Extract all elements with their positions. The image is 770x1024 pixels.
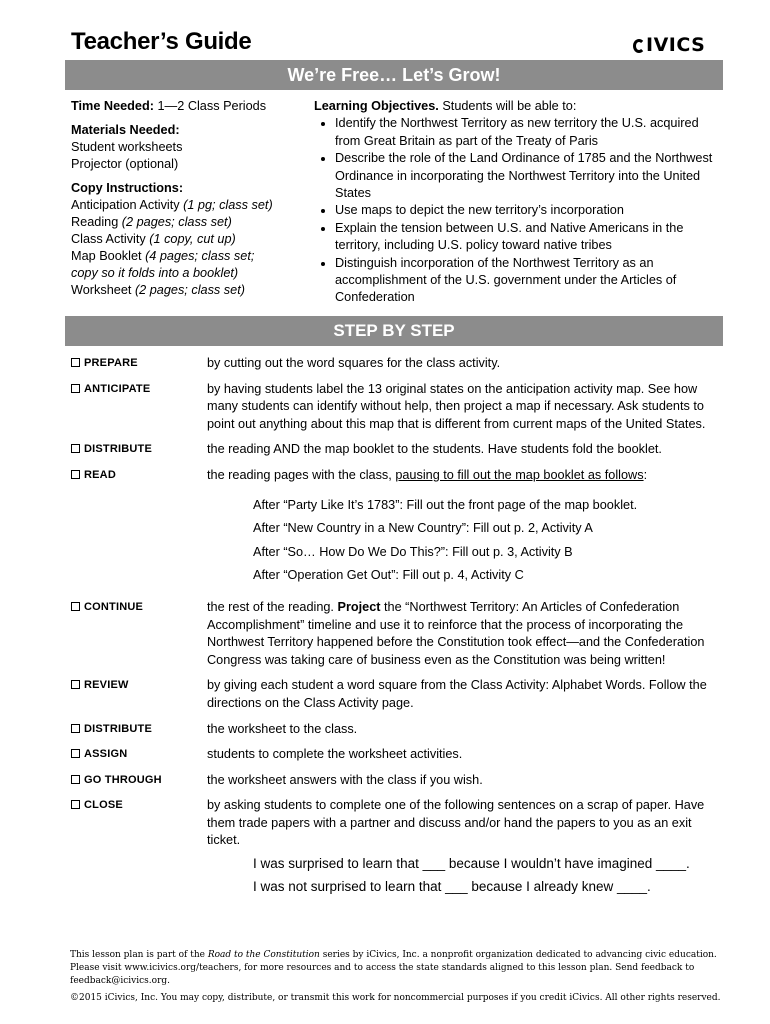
footer <box>70 949 730 1005</box>
logo-text: IVICS <box>646 34 706 56</box>
checkbox-icon <box>71 470 80 479</box>
steps-list <box>71 355 731 908</box>
checkbox-icon <box>71 775 80 784</box>
materials-item: Student worksheets <box>71 140 183 154</box>
copy-item: Map Booklet (4 pages; class set; <box>71 249 255 263</box>
checkbox-icon <box>71 444 80 453</box>
step-assign: ASSIGN students to complete the worksheet activities. <box>71 746 731 764</box>
footer-copyright: ©2015 iCivics, Inc. You may copy, distribute, or transmit this work for noncommercial purposes if you credit iCivics. All other rights reserved. <box>70 993 721 1003</box>
exit-ticket-sentence: I was surprised to learn that ___ because I wouldn’t have imagined ____. <box>253 856 690 872</box>
read-pause-item: After “So… How Do We Do This?”: Fill out p. 3, Activity B <box>253 544 573 559</box>
step-by-step-banner: STEP BY STEP <box>65 316 723 346</box>
step-close: CLOSE by asking students to complete one of the following sentences on a scrap of paper. Have them trade papers with a partner and discuss and/or hand the papers to you as an exit ticket. I was surprised to learn that ___ because I wouldn’t have imagined ____. I was not surprised to learn that ___ because I already knew ____. <box>71 797 731 900</box>
step-distribute: DISTRIBUTE the reading AND the map booklet to the students. Have students fold the booklet. <box>71 441 731 459</box>
objective-item: • Explain the tension between U.S. and Native Americans in the territory, including U.S. policy toward native tribes <box>335 220 724 255</box>
copy-item: copy so it folds into a booklet) <box>71 266 239 280</box>
checkbox-icon <box>71 358 80 367</box>
objectives-list <box>314 115 724 306</box>
copy-item: Class Activity (1 copy, cut up) <box>71 232 236 246</box>
checkbox-icon <box>71 749 80 758</box>
step-review: REVIEW by giving each student a word square from the Class Activity: Alphabet Words. Follow the directions on the Class Activity page. <box>71 677 731 712</box>
materials-item: Projector (optional) <box>71 157 179 171</box>
copy-item: Reading (2 pages; class set) <box>71 215 232 229</box>
step-continue: CONTINUE the rest of the reading. Project the “Northwest Territory: An Articles of Confederation Accomplishment” timeline and use it to reinforce that the process of incorporating the Northwest Territory happened before the Constitution took effect—and the Confederation Congress was taking care of business even as the Constitution was being written! <box>71 599 731 669</box>
objectives-intro: Learning Objectives. Students will be able to: <box>314 99 577 113</box>
step-read: READ the reading pages with the class, pausing to fill out the map booklet as follows: After “Party Like It’s 1783”: Fill out the front page of the map booklet. After “New Country in a New Country”: Fill out p. 2, Activity A After “So… How Do We Do This?”: Fill out p. 3, Activity B After “Operation Get Out”: Fill out p. 4, Activity C <box>71 467 731 591</box>
objective-item: • Describe the role of the Land Ordinance of 1785 and the Northwest Ordinance in incorporating the Northwest Territory into the United States <box>335 150 724 202</box>
objective-item: • Distinguish incorporation of the Northwest Territory as an accomplishment of the U.S. government under the Articles of Confederation <box>335 255 724 307</box>
checkbox-icon <box>71 602 80 611</box>
read-pause-item: After “New Country in a New Country”: Fill out p. 2, Activity A <box>253 521 593 536</box>
lesson-requirements <box>71 98 306 299</box>
read-pause-item: After “Operation Get Out”: Fill out p. 4, Activity C <box>253 568 524 583</box>
exit-ticket-sentence: I was not surprised to learn that ___ because I already knew ____. <box>253 878 651 894</box>
step-distribute-worksheet: DISTRIBUTE the worksheet to the class. <box>71 721 731 739</box>
read-pause-list <box>207 497 722 585</box>
objective-item: • Use maps to depict the new territory’s incorporation <box>335 202 724 219</box>
checkbox-icon <box>71 680 80 689</box>
icivics-logo <box>633 34 723 56</box>
checkbox-icon <box>71 800 80 809</box>
read-pause-item: After “Party Like It’s 1783”: Fill out the front page of the map booklet. <box>253 497 638 512</box>
logo-mark-icon <box>633 39 645 53</box>
footer-credit: This lesson plan is part of the Road to the Constitution series by iCivics, Inc. a nonprofit organization dedicated to advancing civic education. Please visit www.icivics.org/teachers, for more resources and to access the state standards aligned to this lesson plan. Send feedback to feedback@icivics.org. <box>70 950 717 986</box>
step-anticipate: ANTICIPATE by having students label the 13 original states on the anticipation activity map. See how many students can identify without help, then project a map if necessary. Ask students to point out anything about this map that is different from current maps of the United States. <box>71 381 731 434</box>
copy-item: Anticipation Activity (1 pg; class set) <box>71 198 273 212</box>
objective-item: • Identify the Northwest Territory as new territory the U.S. acquired from Great Britain as part of the Treaty of Paris <box>335 115 724 150</box>
page-title: Teacher’s Guide <box>71 28 252 55</box>
exit-ticket-sentences <box>207 855 722 895</box>
copy-heading: Copy Instructions: <box>71 181 184 195</box>
lesson-title-banner: We’re Free… Let’s Grow! <box>65 60 723 90</box>
step-prepare: PREPARE by cutting out the word squares for the class activity. <box>71 355 731 373</box>
step-go-through: GO THROUGH the worksheet answers with the class if you wish. <box>71 772 731 790</box>
copy-item: Worksheet (2 pages; class set) <box>71 283 245 297</box>
time-needed: Time Needed: 1—2 Class Periods <box>71 99 267 113</box>
checkbox-icon <box>71 384 80 393</box>
materials-heading: Materials Needed: <box>71 123 180 137</box>
learning-objectives <box>314 98 724 307</box>
checkbox-icon <box>71 724 80 733</box>
